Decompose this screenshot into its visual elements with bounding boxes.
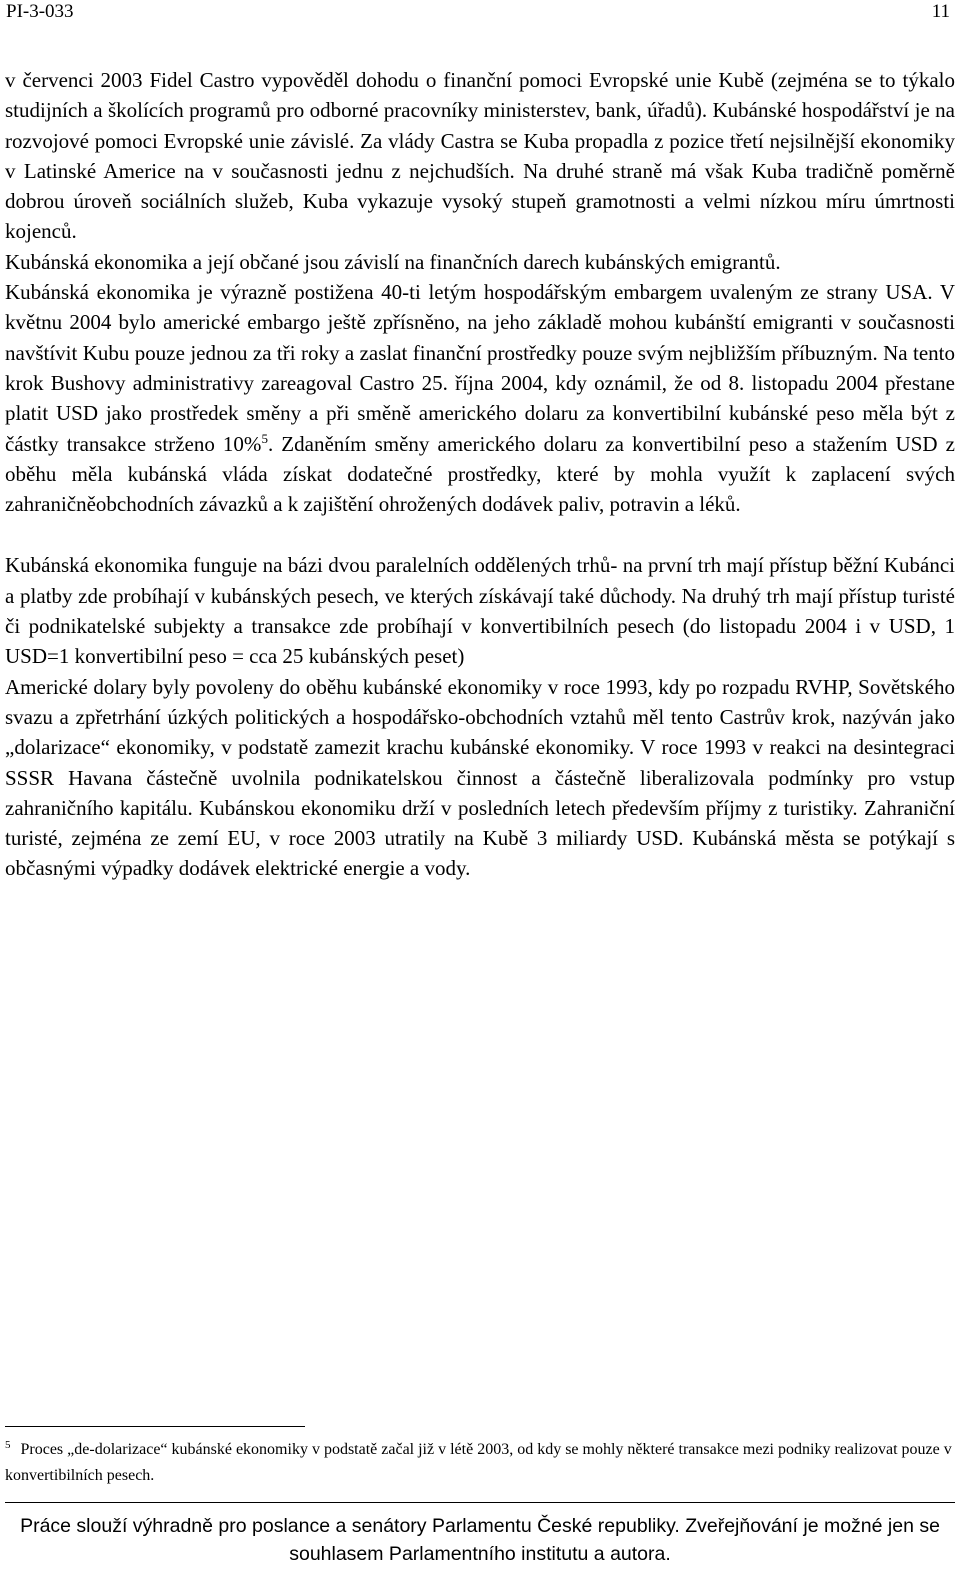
- footer-separator: [5, 1502, 955, 1503]
- paragraph-3-text-b: . Zdaněním směny amerického dolaru za konvertibilní peso a stažením USD z oběhu měla kubánská vláda získat dodatečné prostředky, které by mohla využít k zaplacení svých zahraničněobchodních závazků a k zajištění ohrožených dodávek paliv, potravin a léků.: [5, 431, 955, 517]
- footnote-separator: [5, 1426, 305, 1427]
- document-id: PI-3-033: [6, 1, 74, 22]
- main-text: [5, 65, 955, 884]
- paragraph-5: Americké dolary byly povoleny do oběhu kubánské ekonomiky v roce 1993, kdy po rozpadu RVHP, Sovětského svazu a zpřetrhání úzkých politických a hospodářsko-obchodních vztahů měl tento Castrův krok, nazýván jako „dolarizace“ ekonomiky, v podstatě zamezit krachu kubánské ekonomiky. V roce 1993 v reakci na desintegraci SSSR Havana částečně uvolnila podnikatelskou činnost a částečně liberalizovala podmínky pro vstup zahraničního kapitálu. Kubánskou ekonomiku drží v posledních letech především příjmy z turistiky. Zahraniční turisté, zejména ze zemí EU, v roce 2003 utratily na Kubě 3 miliardy USD. Kubánská města se potýkají s občasnými výpadky dodávek elektrické energie a vody.: [5, 674, 955, 881]
- page-footer: Práce slouží výhradně pro poslance a senátory Parlamentu České republiky. Zveřejňování je možné jen se souhlasem Parlamentního institutu a autora.: [20, 1515, 940, 1565]
- page-header: [6, 0, 954, 26]
- paragraph-4: Kubánská ekonomika funguje na bázi dvou paralelních oddělených trhů- na první trh mají přístup běžní Kubánci a platby zde probíhají v kubánských pesech, ve kterých získávají také důchody. Na druhý trh mají přístup turisté či podnikatelské subjekty a transakce zde probíhají v konvertibilních pesech (do listopadu 2004 i v USD, 1 USD=1 konvertibilní peso = cca 25 kubánských peset): [5, 553, 955, 669]
- paragraph-1-text: v červenci 2003 Fidel Castro vypověděl dohodu o finanční pomoci Evropské unie Kubě (zejména se to týkalo studijních a školících programů pro odborné pracovníky ministerstev, bank, úřadů). Kubánské hospodářství je na rozvojové pomoci Evropské unie závislé. Za vlády Castra se Kuba propadla z pozice třetí nejsilnější ekonomiky v Latinské Americe na v současnosti jednu z nejchudších. Na druhé straně má však Kuba tradičně poměrně dobrou úroveň sociálních služeb, Kuba vykazuje vysoký stupeň gramotnosti a velmi nízkou míru úmrtnosti kojenců.: [5, 68, 955, 244]
- footnote-reference[interactable]: 5: [261, 430, 268, 446]
- footnote: [5, 1437, 955, 1489]
- paragraph-3-text-a: Kubánská ekonomika je výrazně postižena 40-ti letým hospodářským embargem uvaleným ze strany USA. V květnu 2004 bylo americké embargo ještě zpřísněno, na jeho základě mohou kubánští emigranti v současnosti navštívit Kubu pouze jednou za tři roky a zaslat finanční prostředky pouze svým nejbližším příbuzným. Na tento krok Bushovy administrativy zareagoval Castro 25. října 2004, kdy oznámil, že od 8. listopadu 2004 přestane platit USD jako prostředek směny a při směně amerického dolaru za konvertibilní kubánské peso měla být z částky transakce strženo 10%: [5, 280, 955, 456]
- paragraph-3: [5, 277, 955, 519]
- paragraph-2: Kubánská ekonomika a její občané jsou závislí na finančních darech kubánských emigrantů.: [5, 249, 781, 274]
- page-number: 11: [931, 1, 950, 22]
- footnote-mark: 5: [5, 1438, 11, 1451]
- footnote-text: Proces „de-dolarizace“ kubánské ekonomiky v podstatě začal již v létě 2003, od kdy se mohly některé transakce mezi podniky realizovat pouze v konvertibilních pesech.: [5, 1441, 952, 1484]
- paragraph-1: [5, 65, 955, 247]
